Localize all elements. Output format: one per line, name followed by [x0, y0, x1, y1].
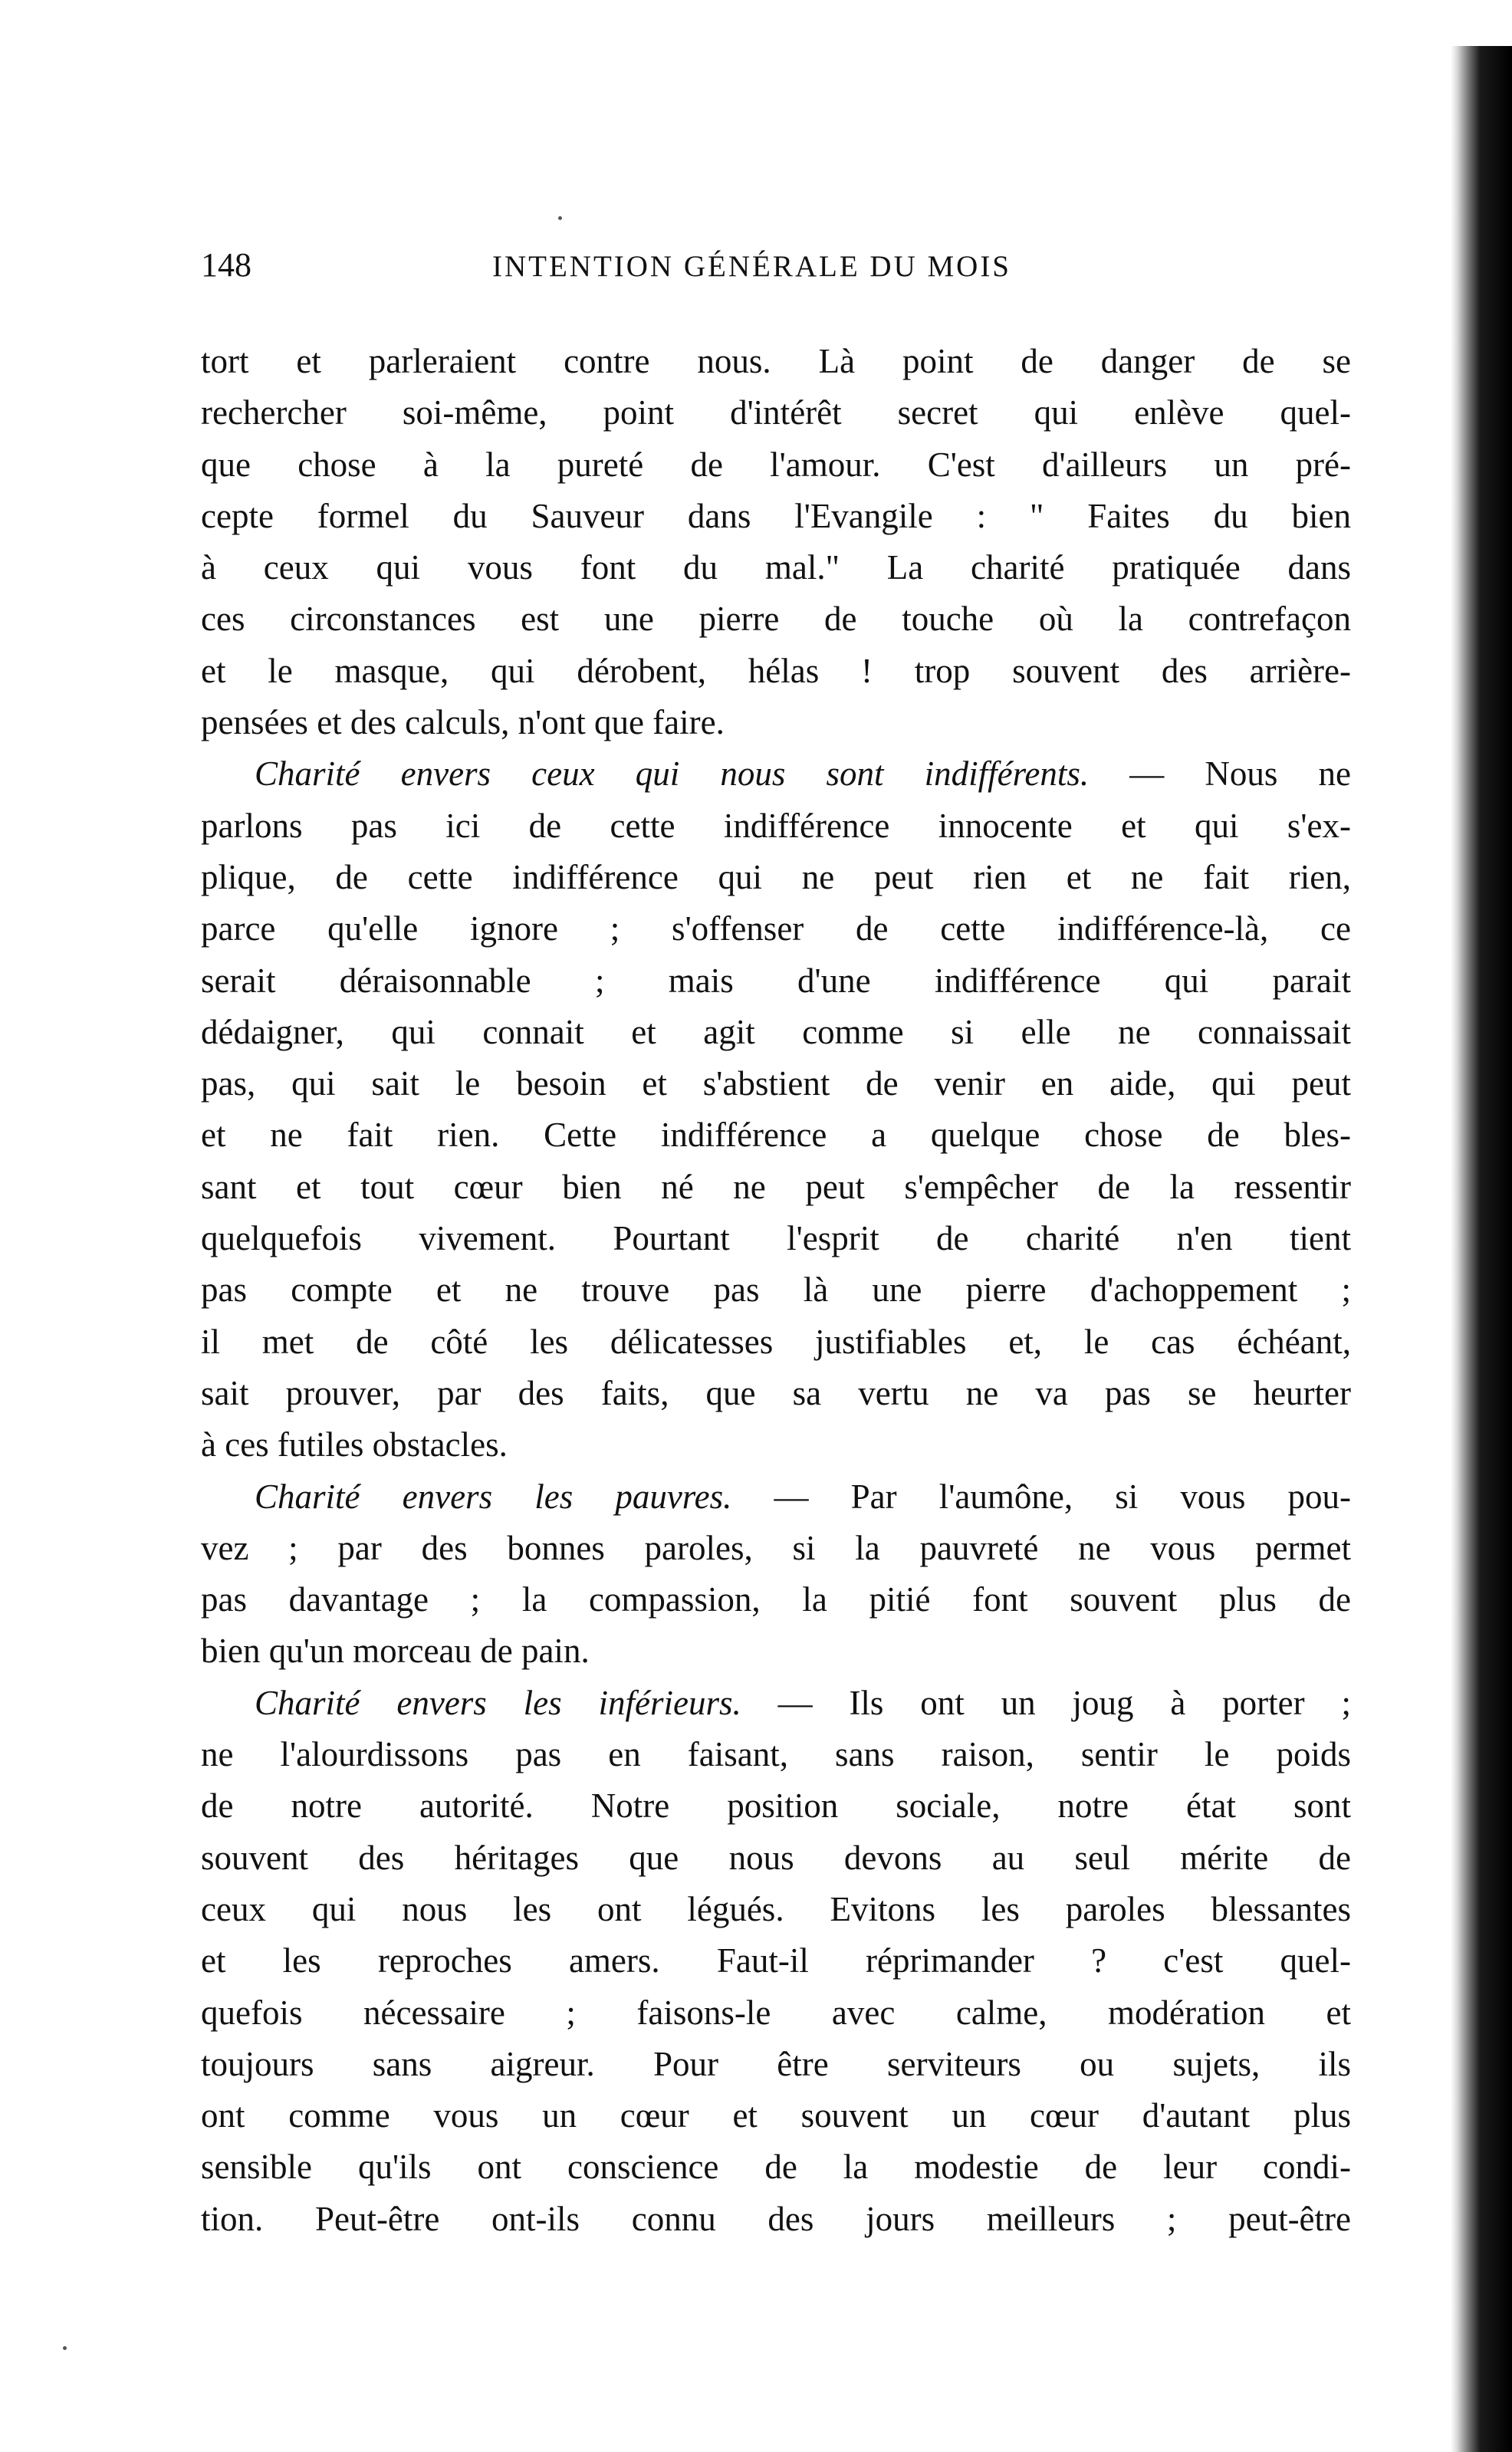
line-text: ceux qui nous les ont légués. Evitons les paroles blessantes	[201, 1889, 1351, 1928]
text-line	[201, 542, 1351, 593]
running-head	[201, 245, 1351, 307]
scan-speck	[558, 216, 562, 220]
line-text: bien qu'un morceau de pain.	[201, 1632, 590, 1671]
line-text: et ne fait rien. Cette indifférence a quelque chose de bles-	[201, 1116, 1351, 1155]
text-line	[201, 491, 1351, 542]
text-line	[201, 1935, 1351, 1987]
text-line	[201, 439, 1351, 491]
text-line	[201, 697, 1351, 748]
paragraph-first-line	[201, 1678, 1351, 1729]
line-text: pas davantage ; la compassion, la pitié font souvent plus de	[201, 1580, 1351, 1619]
text-line	[201, 903, 1351, 955]
line-text: parlons pas ici de cette indifférence innocente et qui s'ex-	[201, 806, 1351, 845]
text-line	[201, 1419, 1351, 1471]
text-line	[201, 2039, 1351, 2090]
text-line	[201, 800, 1351, 852]
line-text: quefois nécessaire ; faisons-le avec calme, modération et	[201, 1993, 1351, 2032]
text-line	[201, 387, 1351, 439]
line-text: rechercher soi-même, point d'intérêt secret qui enlève quel-	[201, 393, 1351, 432]
line-text: à ces futiles obstacles.	[201, 1425, 508, 1464]
text-line	[201, 1264, 1351, 1316]
text-line	[201, 2141, 1351, 2193]
text-line	[201, 336, 1351, 387]
page-number: 148	[201, 246, 251, 284]
text-line	[201, 1884, 1351, 1935]
text-line	[201, 593, 1351, 645]
line-text: parce qu'elle ignore ; s'offenser de cette indifférence-là, ce	[201, 909, 1351, 948]
text-line	[201, 1368, 1351, 1419]
line-text: sait prouver, par des faits, que sa vertu ne va pas se heurter	[201, 1373, 1351, 1412]
line-text: cepte formel du Sauveur dans l'Evangile : " Faites du bien	[201, 496, 1351, 535]
text-line	[201, 852, 1351, 903]
line-text: — Ils ont un joug à porter ;	[741, 1683, 1351, 1722]
text-line	[201, 1523, 1351, 1574]
line-text: et les reproches amers. Faut-il réprimander ? c'est quel-	[201, 1941, 1351, 1980]
section-heading: Charité envers les pauvres.	[255, 1477, 732, 1516]
text-line	[201, 1007, 1351, 1058]
text-line	[201, 1574, 1351, 1625]
line-text: de notre autorité. Notre position sociale, notre état sont	[201, 1786, 1351, 1826]
text-line	[201, 1832, 1351, 1884]
text-line	[201, 2090, 1351, 2141]
text-line	[201, 1987, 1351, 2039]
text-line	[201, 1058, 1351, 1109]
line-text: plique, de cette indifférence qui ne peut rien et ne fait rien,	[201, 857, 1351, 896]
line-text: serait déraisonnable ; mais d'une indifférence qui parait	[201, 961, 1351, 1000]
text-line	[201, 2194, 1351, 2245]
text-line	[201, 1625, 1351, 1677]
line-text: et le masque, qui dérobent, hélas ! trop souvent des arrière-	[201, 651, 1351, 690]
text-line	[201, 1162, 1351, 1213]
line-text: — Nous ne	[1089, 754, 1352, 794]
line-text: ne l'alourdissons pas en faisant, sans raison, sentir le poids	[201, 1735, 1351, 1774]
line-text: quelquefois vivement. Pourtant l'esprit de charité n'en tient	[201, 1219, 1351, 1258]
scanned-page-edge	[1451, 46, 1512, 2452]
line-text: à ceux qui vous font du mal." La charité pratiquée dans	[201, 548, 1351, 587]
line-text: pas compte et ne trouve pas là une pierre d'achoppement ;	[201, 1270, 1351, 1310]
line-text: — Par l'aumône, si vous pou-	[731, 1477, 1351, 1516]
text-line	[201, 1316, 1351, 1368]
running-title: INTENTION GÉNÉRALE DU MOIS	[492, 250, 1011, 283]
line-text: toujours sans aigreur. Pour être serviteurs ou sujets, ils	[201, 2044, 1351, 2083]
line-text: sant et tout cœur bien né ne peut s'empêcher de la ressentir	[201, 1167, 1351, 1206]
line-text: dédaigner, qui connait et agit comme si elle ne connaissait	[201, 1012, 1351, 1051]
text-line	[201, 646, 1351, 697]
text-line	[201, 1780, 1351, 1832]
line-text: ces circonstances est une pierre de touche où la contrefaçon	[201, 600, 1351, 639]
line-text: pensées et des calculs, n'ont que faire.	[201, 703, 725, 742]
paragraph-first-line	[201, 1471, 1351, 1523]
section-heading: Charité envers les inférieurs.	[255, 1683, 741, 1722]
line-text: que chose à la pureté de l'amour. C'est d'ailleurs un pré-	[201, 445, 1351, 484]
book-page	[201, 245, 1351, 2245]
paragraph-first-line	[201, 748, 1351, 800]
text-line	[201, 1213, 1351, 1264]
line-text: vez ; par des bonnes paroles, si la pauvreté ne vous permet	[201, 1528, 1351, 1567]
scan-speck	[63, 2346, 67, 2350]
line-text: souvent des héritages que nous devons au seul mérite de	[201, 1838, 1351, 1877]
line-text: tort et parleraient contre nous. Là point de danger de se	[201, 342, 1351, 380]
text-line	[201, 955, 1351, 1007]
line-text: sensible qu'ils ont conscience de la modestie de leur condi-	[201, 2148, 1351, 2187]
line-text: tion. Peut-être ont-ils connu des jours meilleurs ; peut-être	[201, 2199, 1351, 2238]
text-line	[201, 1109, 1351, 1161]
line-text: pas, qui sait le besoin et s'abstient de venir en aide, qui peut	[201, 1064, 1351, 1103]
line-text: il met de côté les délicatesses justifiables et, le cas échéant,	[201, 1322, 1351, 1361]
body-text	[201, 336, 1351, 2245]
section-heading: Charité envers ceux qui nous sont indifférents.	[255, 754, 1090, 794]
text-line	[201, 1729, 1351, 1780]
line-text: ont comme vous un cœur et souvent un cœur d'autant plus	[201, 2096, 1351, 2135]
